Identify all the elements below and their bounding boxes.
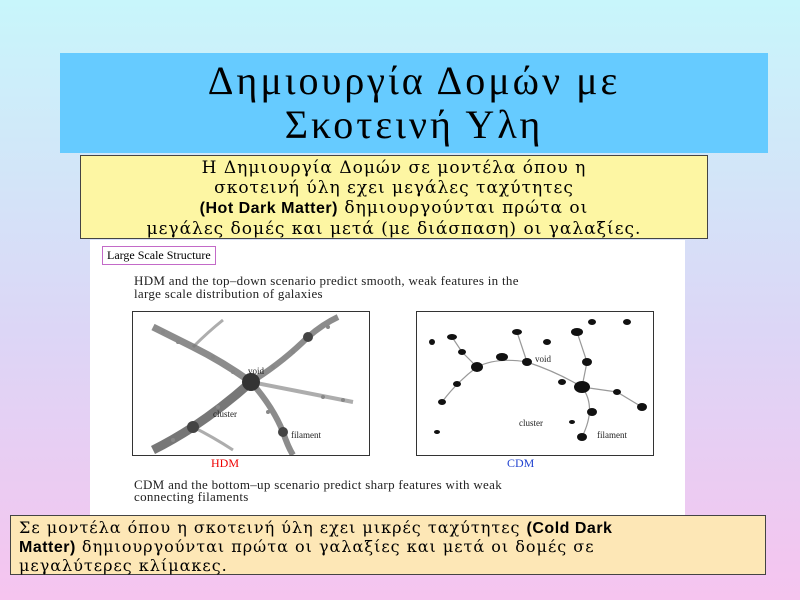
cdm-void-label: void (535, 354, 552, 364)
slide-title (60, 53, 768, 153)
bottom-box-line-3: μεγαλύτερες κλίμακες. (19, 556, 228, 575)
hdm-simulation-panel (132, 311, 370, 456)
cold-dark-term-part2: Matter) (19, 539, 76, 556)
hdm-structure-image (133, 312, 369, 455)
title-line-1: Δημιουργία Δομών με (207, 58, 621, 103)
top-box-line-3-rest: δημιουργούνται πρώτα οι (337, 198, 589, 218)
cdm-caption: CDM (507, 456, 535, 470)
top-box-line-1: Η Δημιουργία Δομών σε μοντέλα όπου η (201, 158, 587, 178)
hdm-description-line-1: HDM and the top–down scenario predict smooth, weak features in the (134, 273, 519, 288)
large-scale-structure-figure (90, 240, 685, 538)
cdm-simulation-panel (416, 311, 654, 456)
top-box-line-4: μεγάλες δομές και μετά (με διάσπαση) οι γαλαξίες. (146, 219, 642, 239)
hdm-filament-label: filament (291, 430, 321, 440)
hdm-cluster-label: cluster (213, 409, 237, 419)
figure-label: Large Scale Structure (102, 246, 216, 265)
cdm-filament-label: filament (597, 430, 627, 440)
bottom-box-line-2-rest: δημιουργούνται πρώτα οι γαλαξίες και μετά οι δομές σε (75, 537, 595, 556)
cdm-cluster-label: cluster (519, 418, 543, 428)
cold-dark-term-part1: (Cold Dark (526, 520, 613, 537)
bottom-box-line-1-text: Σε μοντέλα όπου η σκοτεινή ύλη εχει μικρές ταχύτητες (19, 518, 527, 537)
hdm-caption: HDM (211, 456, 240, 470)
cold-dark-matter-textbox (10, 515, 766, 575)
bottom-box-line-2 (19, 538, 765, 557)
hot-dark-matter-textbox (80, 155, 708, 239)
hdm-void-label: void (248, 366, 265, 376)
hot-dark-matter-term: (Hot Dark Matter) (199, 200, 338, 217)
title-line-2: Σκοτεινή Υλη (284, 102, 544, 147)
top-box-line-2: σκοτεινή ύλη εχει μεγάλες ταχύτητες (214, 178, 574, 198)
cdm-description-line-2: connecting filaments (134, 489, 249, 504)
hdm-description-line-2: large scale distribution of galaxies (134, 286, 323, 301)
top-box-line-3 (81, 198, 707, 219)
cdm-description-line-1: CDM and the bottom–up scenario predict sharp features with weak (134, 477, 502, 492)
bottom-box-line-1 (19, 519, 765, 538)
